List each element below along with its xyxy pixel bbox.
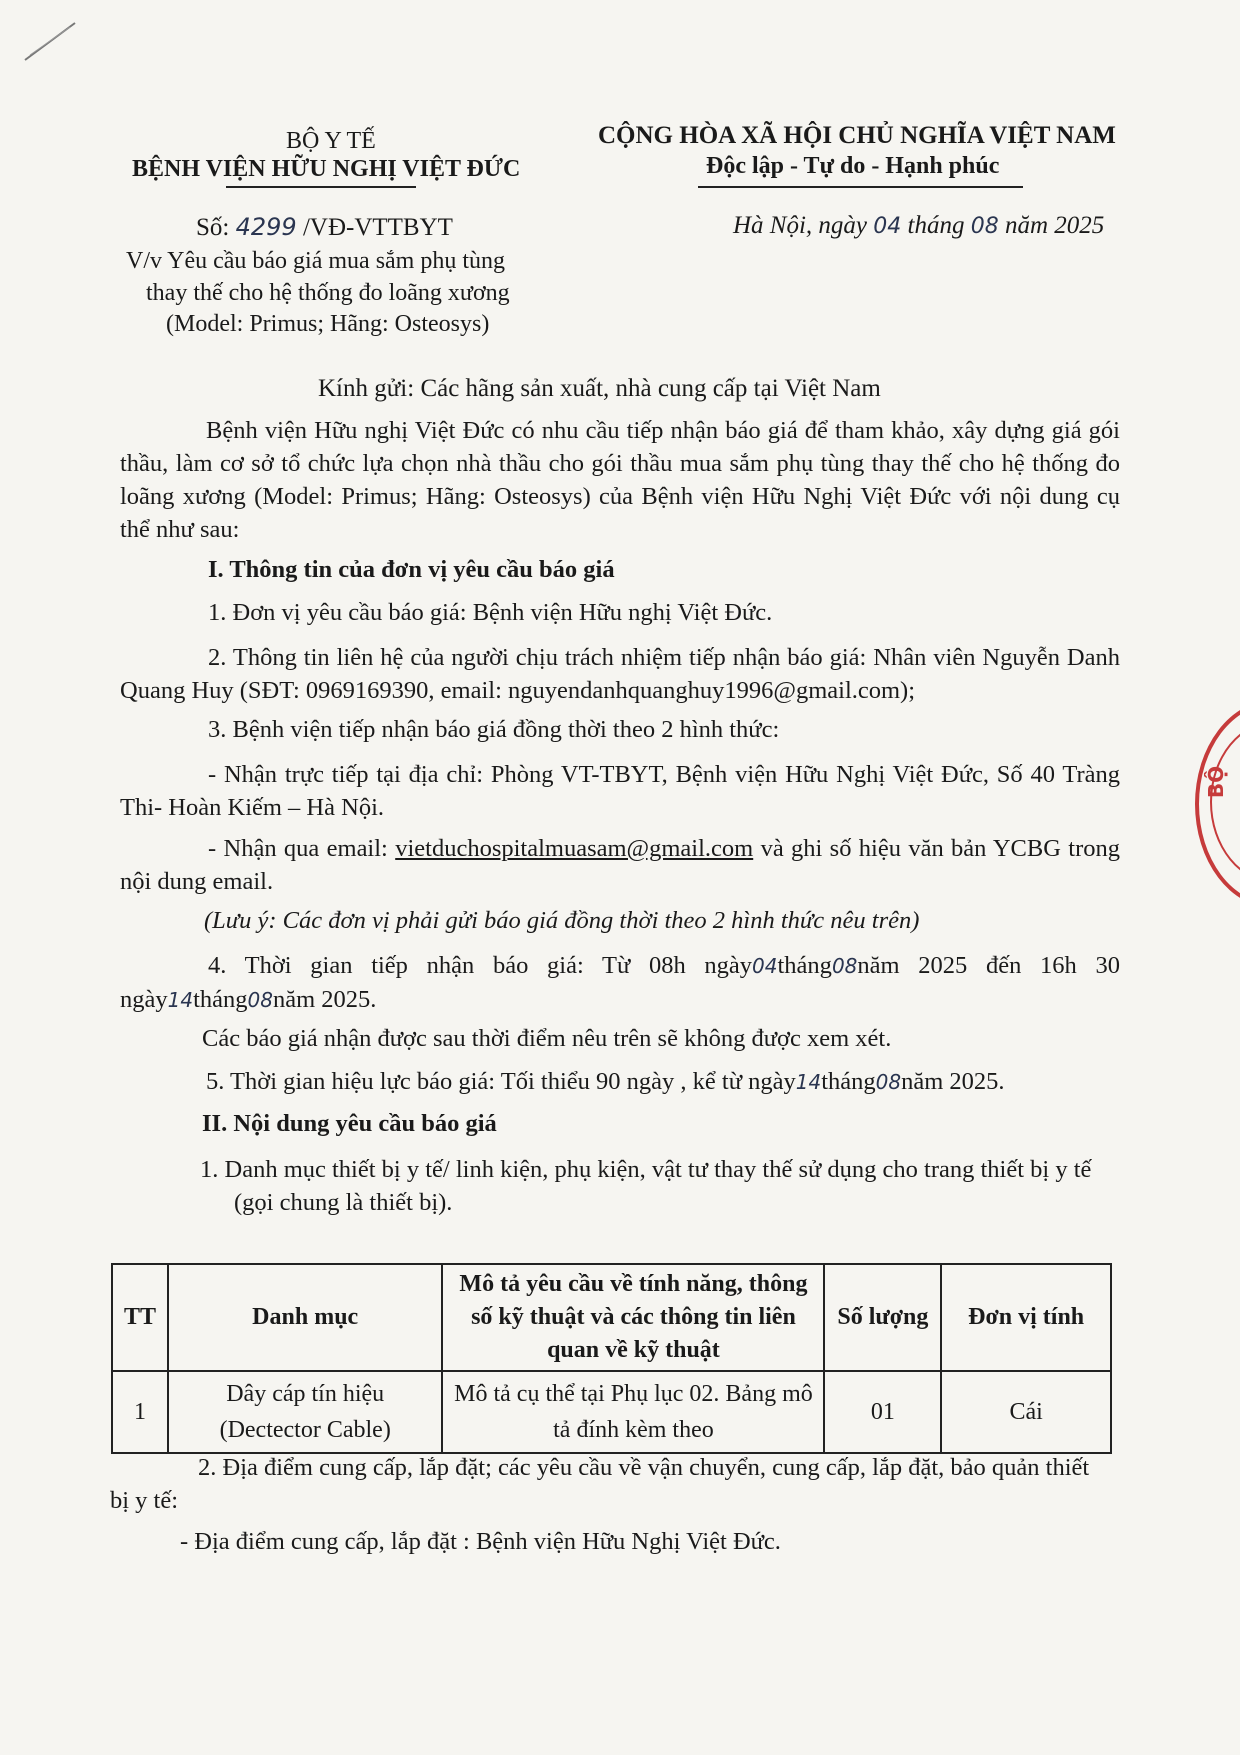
section2-item2-text: 2. Địa điểm cung cấp, lắp đặt; các yêu cầu về vận chuyển, cung cấp, lắp đặt, bảo quản thiết bị y tế: <box>110 1454 1090 1514</box>
table-row <box>112 1371 1111 1453</box>
intro-paragraph <box>120 414 1120 546</box>
cell-description: Mô tả cụ thể tại Phụ lục 02. Bảng mô tả đính kèm theo <box>442 1371 824 1453</box>
ministry-name: BỘ Y TẾ <box>286 128 376 154</box>
item5-text-c: năm 2025. <box>901 1068 1005 1095</box>
date-day: 04 <box>873 214 902 239</box>
section1-item5 <box>206 1068 1005 1096</box>
item4-text-a: 4. Thời gian tiếp nhận báo giá: Từ 08h ngày <box>208 952 753 979</box>
section1-item3a-text: - Nhận trực tiếp tại địa chỉ: Phòng VT-TBYT, Bệnh viện Hữu Nghị Việt Đức, Số 40 Tràng Thi- Hoàn Kiếm – Hà Nội. <box>120 761 1120 821</box>
cell-item: Dây cáp tín hiệu (Dectector Cable) <box>168 1371 442 1453</box>
section2-item1-text: 1. Danh mục thiết bị y tế/ linh kiện, phụ kiện, vật tư thay thế sử dụng cho trang thiết bị y tế (gọi chung là thiết bị). <box>200 1156 1092 1216</box>
subject-line-2: thay thế cho hệ thống đo loãng xương <box>146 280 510 306</box>
section2-item2 <box>110 1451 1110 1517</box>
number-prefix: Số: <box>196 214 230 241</box>
item5-text-a: 5. Thời gian hiệu lực báo giá: Tối thiểu 90 ngày , kể từ ngày <box>206 1068 796 1095</box>
motto-underline <box>698 186 1023 188</box>
email-prefix: - Nhận qua email: <box>208 835 388 862</box>
item4-text-f: năm 2025. <box>272 986 377 1013</box>
item4-month1: 08 <box>831 954 858 978</box>
table-header-item: Danh mục <box>168 1264 442 1371</box>
section1-item3b <box>120 832 1120 898</box>
item5-month: 08 <box>875 1070 902 1094</box>
number-suffix: /VĐ-VTTBYT <box>302 214 453 241</box>
date-place: Hà Nội, ngày <box>733 212 868 239</box>
section1-item2 <box>120 641 1120 707</box>
item4-text-e: tháng <box>193 986 248 1013</box>
section1-item4 <box>120 949 1120 1017</box>
section2-title: II. Nội dung yêu cầu báo giá <box>202 1110 497 1137</box>
section1-note: (Lưu ý: Các đơn vị phải gửi báo giá đồng thời theo 2 hình thức nêu trên) <box>204 907 920 934</box>
section2-item2a: - Địa điểm cung cấp, lắp đặt : Bệnh viện Hữu Nghị Việt Đức. <box>180 1528 781 1555</box>
section1-title: I. Thông tin của đơn vị yêu cầu báo giá <box>208 556 615 583</box>
number-handwritten: 4299 <box>235 213 297 241</box>
table-header-description: Mô tả yêu cầu về tính năng, thông số kỹ thuật và các thông tin liên quan về kỹ thuật <box>442 1264 824 1371</box>
hospital-name: BỆNH VIỆN HỮU NGHỊ VIỆT ĐỨC <box>132 156 521 182</box>
cell-quantity: 01 <box>824 1371 941 1453</box>
nation-title: CỘNG HÒA XÃ HỘI CHỦ NGHĨA VIỆT NAM <box>598 122 1116 149</box>
late-note: Các báo giá nhận được sau thời điểm nêu trên sẽ không được xem xét. <box>202 1025 892 1052</box>
section1-item3a <box>120 758 1120 824</box>
salutation: Kính gửi: Các hãng sản xuất, nhà cung cấp tại Việt Nam <box>318 375 881 402</box>
item5-day: 14 <box>795 1070 822 1094</box>
item4-day2: 14 <box>167 988 194 1012</box>
table-header-unit: Đơn vị tính <box>941 1264 1111 1371</box>
section1-item3: 3. Bệnh viện tiếp nhận báo giá đồng thời theo 2 hình thức: <box>208 716 780 743</box>
procurement-email-link[interactable]: vietduchospitalmuasam@gmail.com <box>395 835 754 862</box>
item4-day1: 04 <box>752 954 778 978</box>
motto: Độc lập - Tự do - Hạnh phúc <box>706 153 1000 179</box>
table-header-row <box>112 1264 1111 1371</box>
pen-mark <box>20 15 80 65</box>
table-header-tt: TT <box>112 1264 168 1371</box>
cell-unit: Cái <box>941 1371 1111 1453</box>
date-month-label: tháng <box>907 212 965 239</box>
section1-item2-text: 2. Thông tin liên hệ của người chịu trách nhiệm tiếp nhận báo giá: Nhân viên Nguyễn Danh Quang Huy (SĐT: 0969169390, email: nguyendanhquanghuy1996@gmail.com); <box>120 644 1120 704</box>
hospital-underline <box>226 186 416 188</box>
date-year: năm 2025 <box>1004 212 1105 239</box>
document-number <box>196 213 453 242</box>
item4-text-b: tháng <box>777 952 832 979</box>
section2-item1 <box>200 1153 1114 1219</box>
intro-text: Bệnh viện Hữu nghị Việt Đức có nhu cầu tiếp nhận báo giá để tham khảo, xây dựng giá gói thầu, làm cơ sở tổ chức lựa chọn nhà thầu cho gói thầu mua sắm phụ tùng thay thế cho hệ thống đo loãng xương (Model: Primus; Hãng: Osteosys) của Bệnh viện Hữu Nghị Việt Đức với nội dung cụ thể như sau: <box>120 417 1120 543</box>
item5-text-b: tháng <box>821 1068 876 1095</box>
document-date <box>733 212 1104 240</box>
subject-line-1: V/v Yêu cầu báo giá mua sắm phụ tùng <box>126 248 506 274</box>
item4-month2: 08 <box>247 988 273 1012</box>
item4-text-c: năm 2025 đến 16h 30 ngày <box>120 952 1120 1013</box>
items-table <box>111 1263 1112 1454</box>
subject-line-3: (Model: Primus; Hãng: Osteosys) <box>166 311 490 337</box>
section1-item1: 1. Đơn vị yêu cầu báo giá: Bệnh viện Hữu nghị Việt Đức. <box>208 599 773 626</box>
table-header-quantity: Số lượng <box>824 1264 941 1371</box>
email-suffix: và ghi số hiệu văn bản YCBG trong nội dung email. <box>120 835 1120 895</box>
stamp-text: BỘ <box>1204 765 1229 799</box>
date-month: 08 <box>970 214 999 239</box>
cell-tt: 1 <box>112 1371 168 1453</box>
